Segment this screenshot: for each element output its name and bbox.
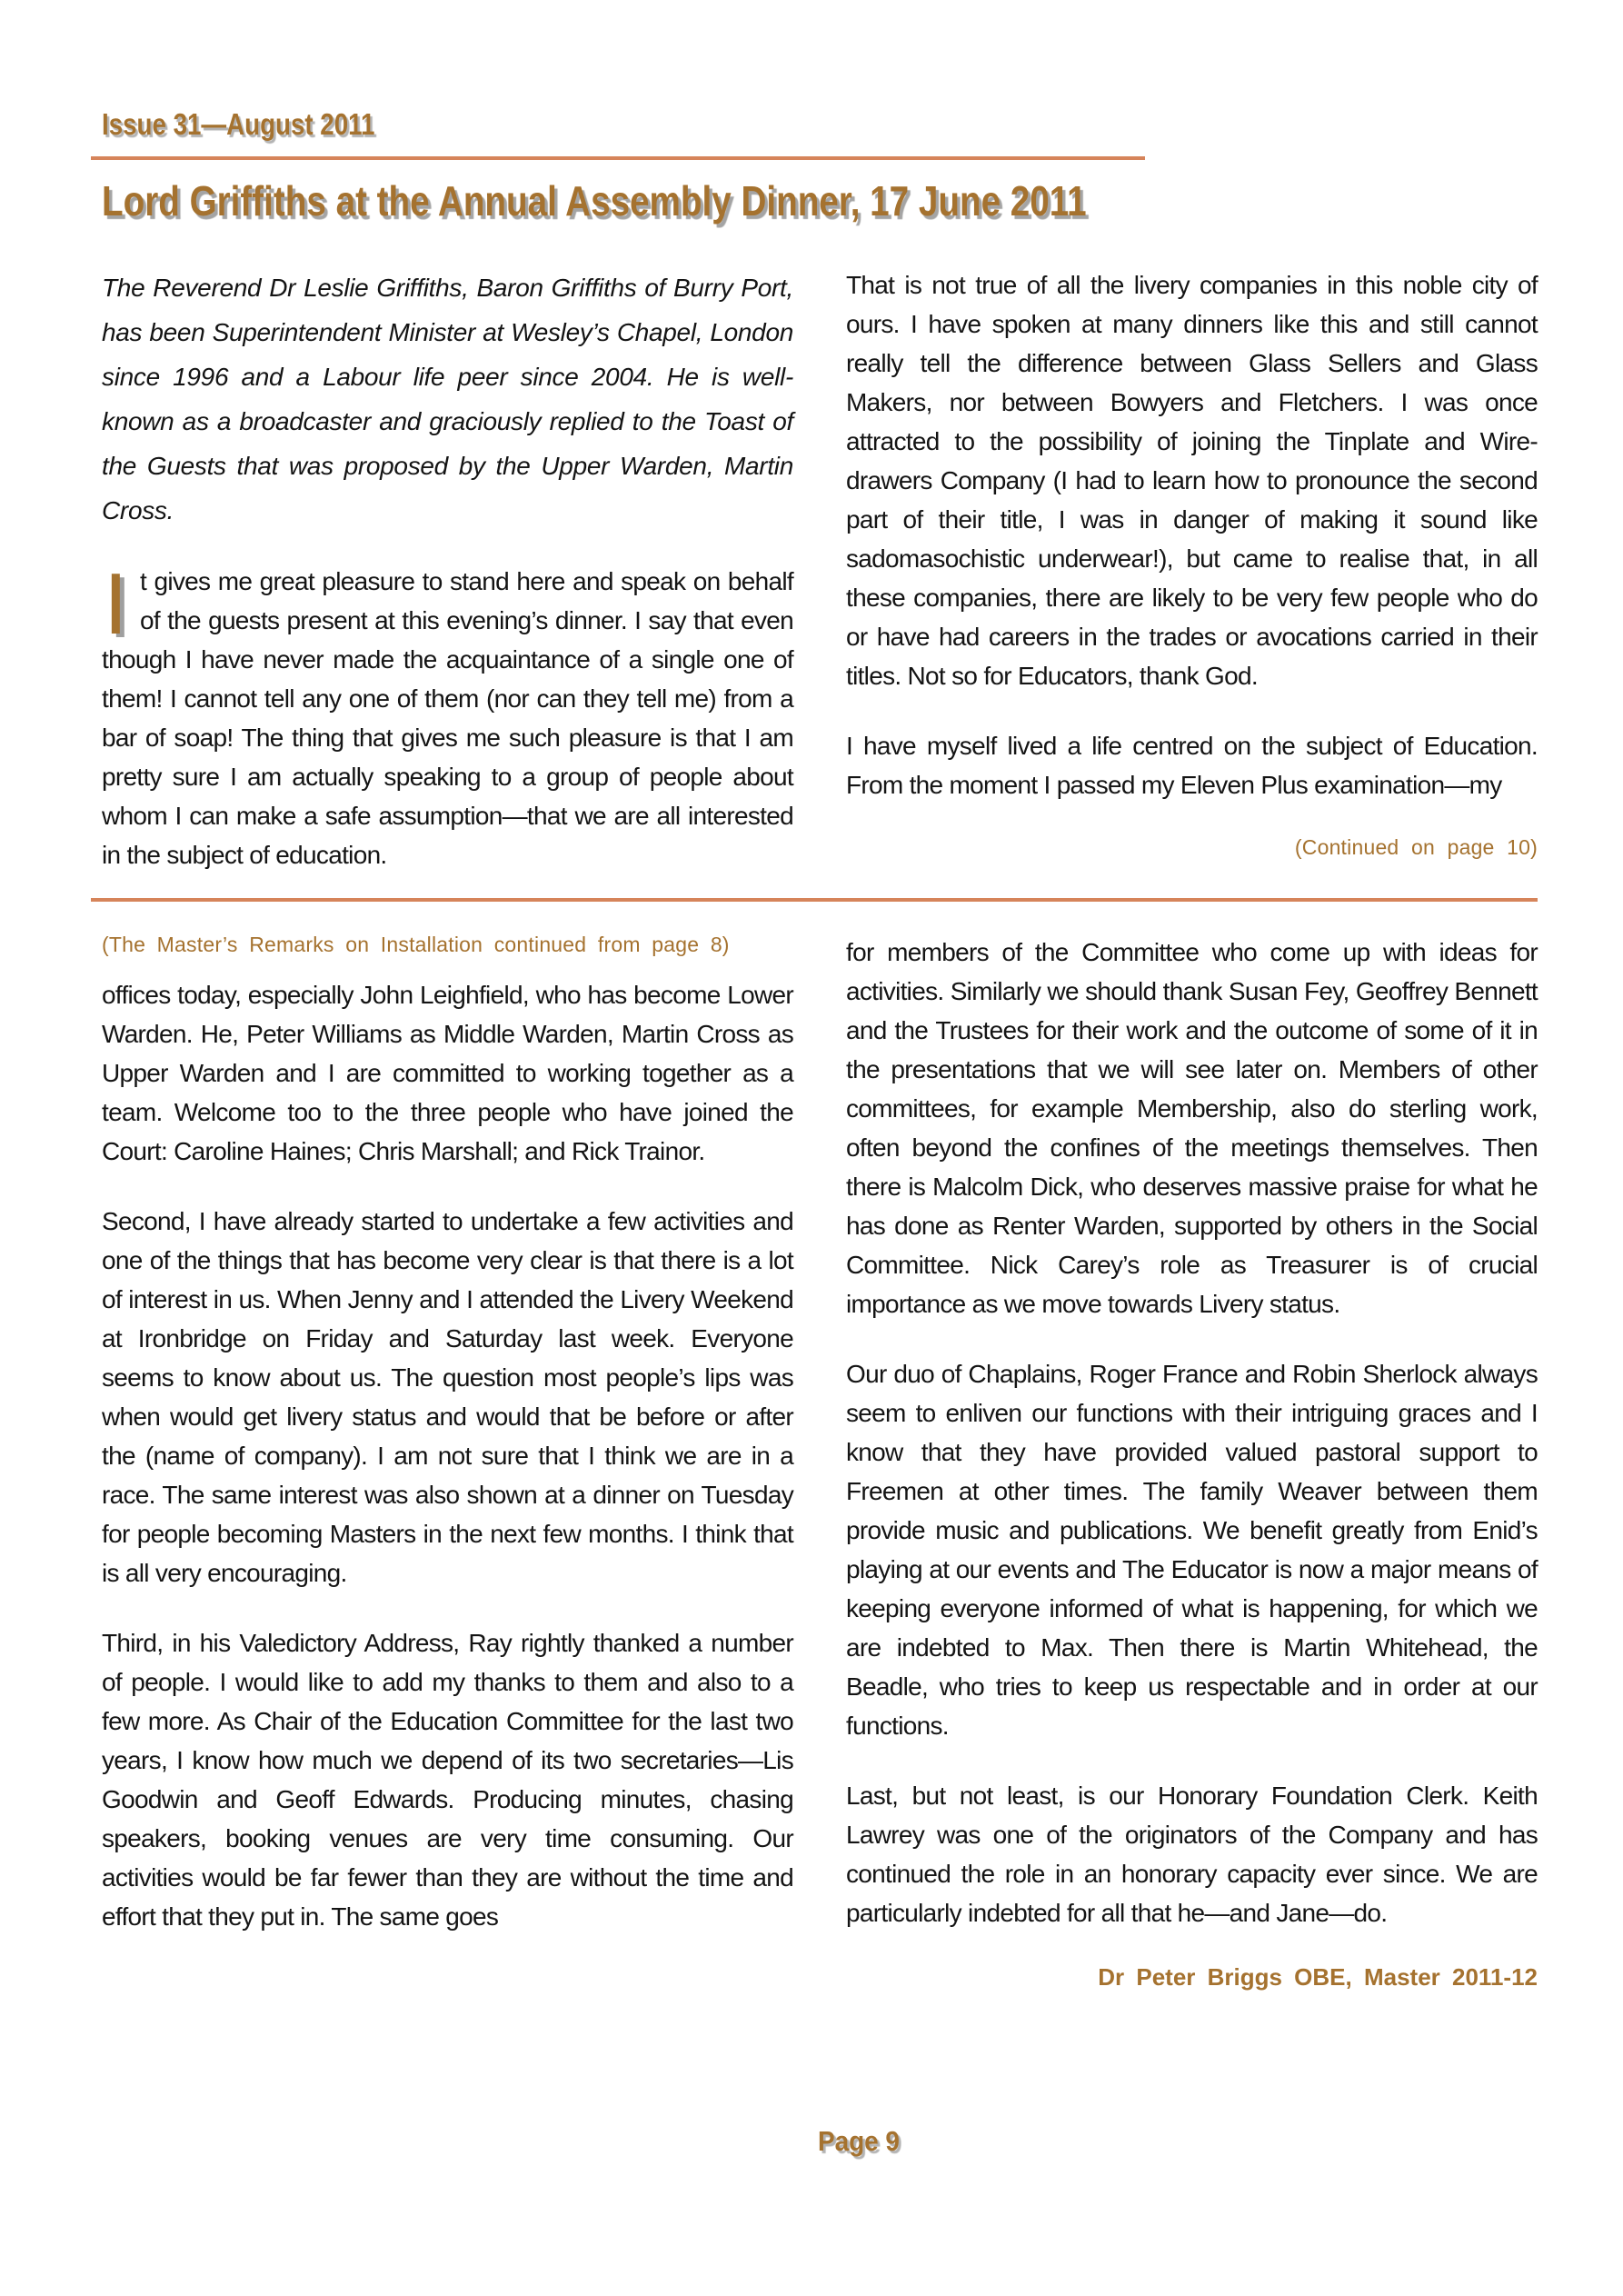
issue-header: Issue 31—August 2011 (102, 107, 375, 141)
intro-paragraph: The Reverend Dr Leslie Griffiths, Baron Griffiths of Burry Port, has been Superintendent Minister at Wesley’s Chapel, London since 1996 and a Labour life peer since 2004. He is well-known as a broadcaster and graciously replied to the Toast of the Guests that was proposed by the Upper Warden, Martin Cross. (102, 274, 793, 524)
top-left-column (102, 265, 793, 874)
author-signature: Dr Peter Briggs OBE, Master 2011-12 (1098, 1963, 1538, 1991)
speech-paragraph-2: That is not true of all the livery companies in this noble city of ours. I have spoken at many dinners like this and still cannot really tell the difference between Glass Sellers and Glass Makers, nor between Bowyers and Fletchers. I was once attracted to the possibility of joining the Tinplate and Wire-drawers Company (I had to learn how to pronounce the second part of their title, I was in danger of making it sound like sadomasochistic underwear!), but came to realise that, in all these companies, there are likely to be very few people who do or have had careers in the trades or avocations carried in their titles. Not so for Educators, thank God. (846, 271, 1538, 690)
article-top-section (102, 265, 1538, 874)
remarks-paragraph-5: Our duo of Chaplains, Roger France and Robin Sherlock always seem to enliven our functions with their intriguing graces and I know that they have provided valued pastoral support to Freemen at other times. The family Weaver between them provide music and publications. We benefit greatly from Enid’s playing at our events and The Educator is now a major means of keeping everyone informed of what is happening, for which we are indebted to Max. Then there is Martin Whitehead, the Beadle, who tries to keep us respectable and in order at our functions. (846, 1360, 1538, 1740)
drop-cap-letter: I (104, 555, 127, 653)
remarks-paragraph-4: for members of the Committee who come up with ideas for activities. Similarly we should thank Susan Fey, Geoffrey Bennett and the Trustees for their work and the outcome of some of it in the presentations that we will see later on. Members of other committees, for example Membership, also do sterling work, often beyond the confines of the meetings themselves. Then there is Malcolm Dick, who deserves massive praise for what he has done as Renter Warden, supported by others in the Social Committee. Nick Carey’s role as Treasurer is of crucial importance as we move towards Livery status. (846, 938, 1538, 1318)
article-title: Lord Griffiths at the Annual Assembly Dinner, 17 June 2011 (102, 177, 1087, 225)
bottom-right-column (846, 933, 1538, 1992)
remarks-paragraph-1: offices today, especially John Leighfield, who has become Lower Warden. He, Peter Williams as Middle Warden, Martin Cross as Upper Warden and I are committed to working together as a team. Welcome too to the three people who have joined the Court: Caroline Haines; Chris Marshall; and Rick Trainor. (102, 981, 793, 1165)
speech-paragraph-1-text: t gives me great pleasure to stand here and speak on behalf of the guests present at this evening’s dinner. I say that even though I have never made the acquaintance of a single one of them! I cannot tell any one of them (nor can they tell me) from a bar of soap! The thing that gives me such pleasure is that I am pretty sure I am actually speaking to a group of people about whom I can make a safe assumption—that we are all interested in the subject of education. (102, 567, 793, 869)
top-right-column (846, 265, 1538, 874)
bottom-left-column (102, 933, 793, 1992)
mid-page-divider-rule (91, 898, 1538, 902)
remarks-paragraph-6: Last, but not least, is our Honorary Foundation Clerk. Keith Lawrey was one of the originators of the Company and has continued the role in an honorary capacity ever since. We are particularly indebted for all that he—and Jane—do. (846, 1782, 1538, 1927)
continued-on-note: (Continued on page 10) (1294, 835, 1538, 859)
speech-paragraph-1 (102, 555, 793, 874)
header-divider-rule (91, 156, 1145, 160)
continued-from-note: (The Master’s Remarks on Installation continued from page 8) (102, 933, 730, 956)
article-bottom-section (102, 933, 1538, 1992)
remarks-paragraph-3: Third, in his Valedictory Address, Ray rightly thanked a number of people. I would like to add my thanks to them and also to a few more. As Chair of the Education Committee for the last two years, I know how much we depend of its two secretaries—Lis Goodwin and Geoff Edwards. Producing minutes, chasing speakers, booking venues are very time consuming. Our activities would be far fewer than they are without the time and effort that they put in. The same goes (102, 1629, 793, 1931)
page-number: Page 9 (818, 2125, 900, 2157)
speech-paragraph-3: I have myself lived a life centred on the subject of Education. From the moment I passed my Eleven Plus examination—my (846, 732, 1538, 799)
remarks-paragraph-2: Second, I have already started to undertake a few activities and one of the things that has become very clear is that there is a lot of interest in us. When Jenny and I attended the Livery Weekend at Ironbridge on Friday and Saturday last week. Everyone seems to know about us. The question most people’s lips was when would get livery status and would that be before or after the (name of company). I am not sure that I think we are in a race. The same interest was also shown at a dinner on Tuesday for people becoming Masters in the next few months. I think that is all very encouraging. (102, 1207, 793, 1587)
